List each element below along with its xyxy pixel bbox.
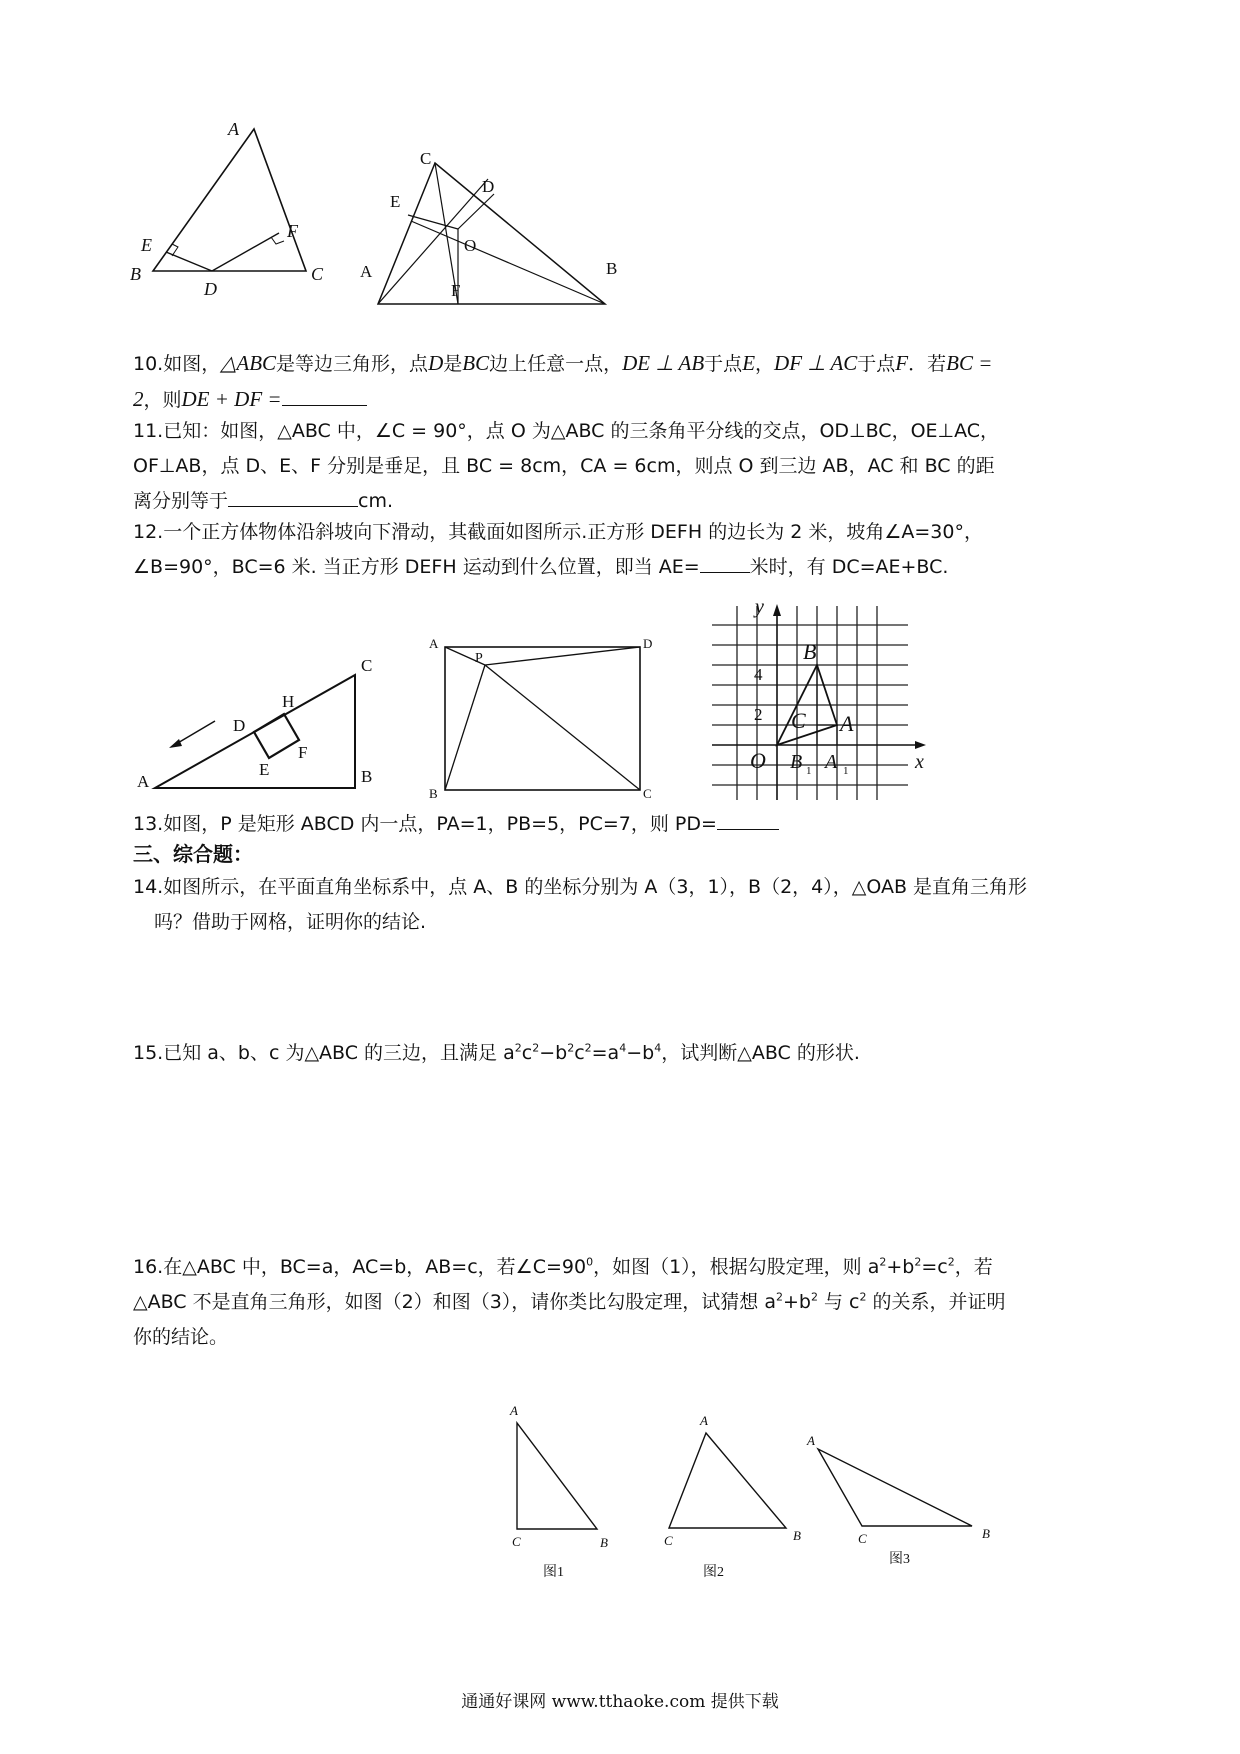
label-B: B (130, 264, 141, 284)
label-F: F (451, 281, 461, 300)
figure-q10 (130, 120, 370, 300)
tri2-label-A: A (700, 1413, 708, 1428)
subscript-1: 1 (843, 765, 849, 777)
label-O: O (464, 236, 477, 255)
section-heading: 三、综合题： (133, 842, 253, 866)
label-A: A (360, 262, 373, 281)
figure-q12 (133, 645, 393, 795)
question-14: 14.如图所示，在平面直角坐标系中，点 A、B 的坐标分别为 A（3，1），B（2，4），△OAB 是直角三角形吗？借助于网格，证明你的结论. (133, 876, 1028, 933)
tick-4: 4 (754, 665, 763, 684)
label-B: B (361, 767, 373, 786)
x-axis-label: x (915, 751, 924, 773)
subscript-1: 1 (806, 765, 812, 777)
label-H: H (282, 692, 295, 711)
tri2-caption: 图2 (703, 1565, 724, 1580)
tri2-label-B: B (793, 1528, 801, 1543)
label-D: D (204, 279, 217, 299)
label-B: B (803, 639, 817, 664)
label-B1: B (790, 751, 803, 773)
tri1-label-B: B (600, 1535, 608, 1550)
tri1-label-C: C (512, 1534, 521, 1549)
question-15: 15.已知 a、b、c 为△ABC 的三边，且满足 $a^2c^2-b^2c^2=a^4-b^4$，试判断△ABC 的形状. (133, 1041, 860, 1064)
question-16: 16.在△ABC 中，BC=a，AC=b，AB=c，若$\angle C=90^0$，如图（1），根据勾股定理，则 $a^2+b^2=c^2$，若△ABC 不是直角三角形，如图（2）和图（3），请你类比勾股定理，试猜想 $a^2+b^2$ 与 $c^2$ 的关系，并证明你的结论。 (133, 1255, 1006, 1348)
label-C: C (420, 149, 432, 168)
label-C: C (361, 656, 373, 675)
label-A: A (137, 772, 150, 791)
label-A: A (429, 636, 439, 651)
figure-q16 (500, 1395, 1020, 1585)
label-F: F (287, 221, 298, 241)
label-P: P (475, 651, 483, 666)
y-axis-label: y (755, 596, 764, 618)
label-B: B (429, 786, 438, 801)
tri3-label-C: C (858, 1531, 867, 1546)
figure-q13 (425, 630, 665, 800)
question-12: 12.一个正方体物体沿斜坡向下滑动，其截面如图所示.正方形 DEFH 的边长为 2 米，坡角∠A=30°，∠B=90°，BC=6 米. 当正方形 DEFH 运动到什么位置，即当 AE= 米时，有 DC=AE+BC. (133, 521, 983, 578)
label-E: E (390, 192, 401, 211)
answer-blank[interactable] (282, 385, 367, 406)
answer-blank[interactable] (717, 809, 779, 830)
label-A1: A (825, 751, 838, 773)
label-C: C (311, 264, 324, 284)
answer-blank[interactable] (700, 552, 750, 573)
tick-2: 2 (754, 705, 763, 724)
label-A: A (840, 711, 854, 736)
label-C: C (791, 708, 806, 733)
tri3-label-A: A (807, 1433, 815, 1448)
question-11: 11.已知：如图，△ABC 中，∠C = 90°，点 O 为△ABC 的三条角平分线的交点，OD⊥BC，OE⊥AC，OF⊥AB，点 D、E、F 分别是垂足，且 BC = 8cm，CA = 6cm，则点 O 到三边 AB，AC 和 BC 的距离分别等于 cm. (133, 420, 1000, 512)
label-E: E (259, 760, 270, 779)
answer-blank[interactable] (228, 486, 358, 507)
label-A: A (228, 119, 239, 139)
label-F: F (298, 743, 308, 762)
label-E: E (141, 235, 152, 255)
label-C: C (643, 786, 652, 801)
tri3-label-B: B (982, 1526, 990, 1541)
figure-q11 (355, 148, 695, 308)
origin-label: O (750, 748, 766, 773)
footer-credit: 通通好课网 www.tthaoke.com 提供下载 (461, 1692, 779, 1712)
label-D: D (643, 636, 653, 651)
tri1-label-A: A (510, 1403, 518, 1418)
question-10: 10.如图，△ABC是等边三角形，点D是BC边上任意一点，DE ⊥ AB于点E，DF ⊥ AC于点F．若BC = 2，则DE + DF = (133, 351, 993, 411)
label-D: D (482, 177, 495, 196)
label-D: D (233, 716, 246, 735)
label-B: B (606, 259, 618, 278)
tri1-caption: 图1 (543, 1565, 564, 1580)
tri2-label-C: C (664, 1533, 673, 1548)
question-13: 13.如图，P 是矩形 ABCD 内一点，PA=1，PB=5，PC=7，则 PD= (133, 807, 1013, 842)
tri3-caption: 图3 (889, 1552, 910, 1567)
figure-q14 (710, 598, 940, 798)
